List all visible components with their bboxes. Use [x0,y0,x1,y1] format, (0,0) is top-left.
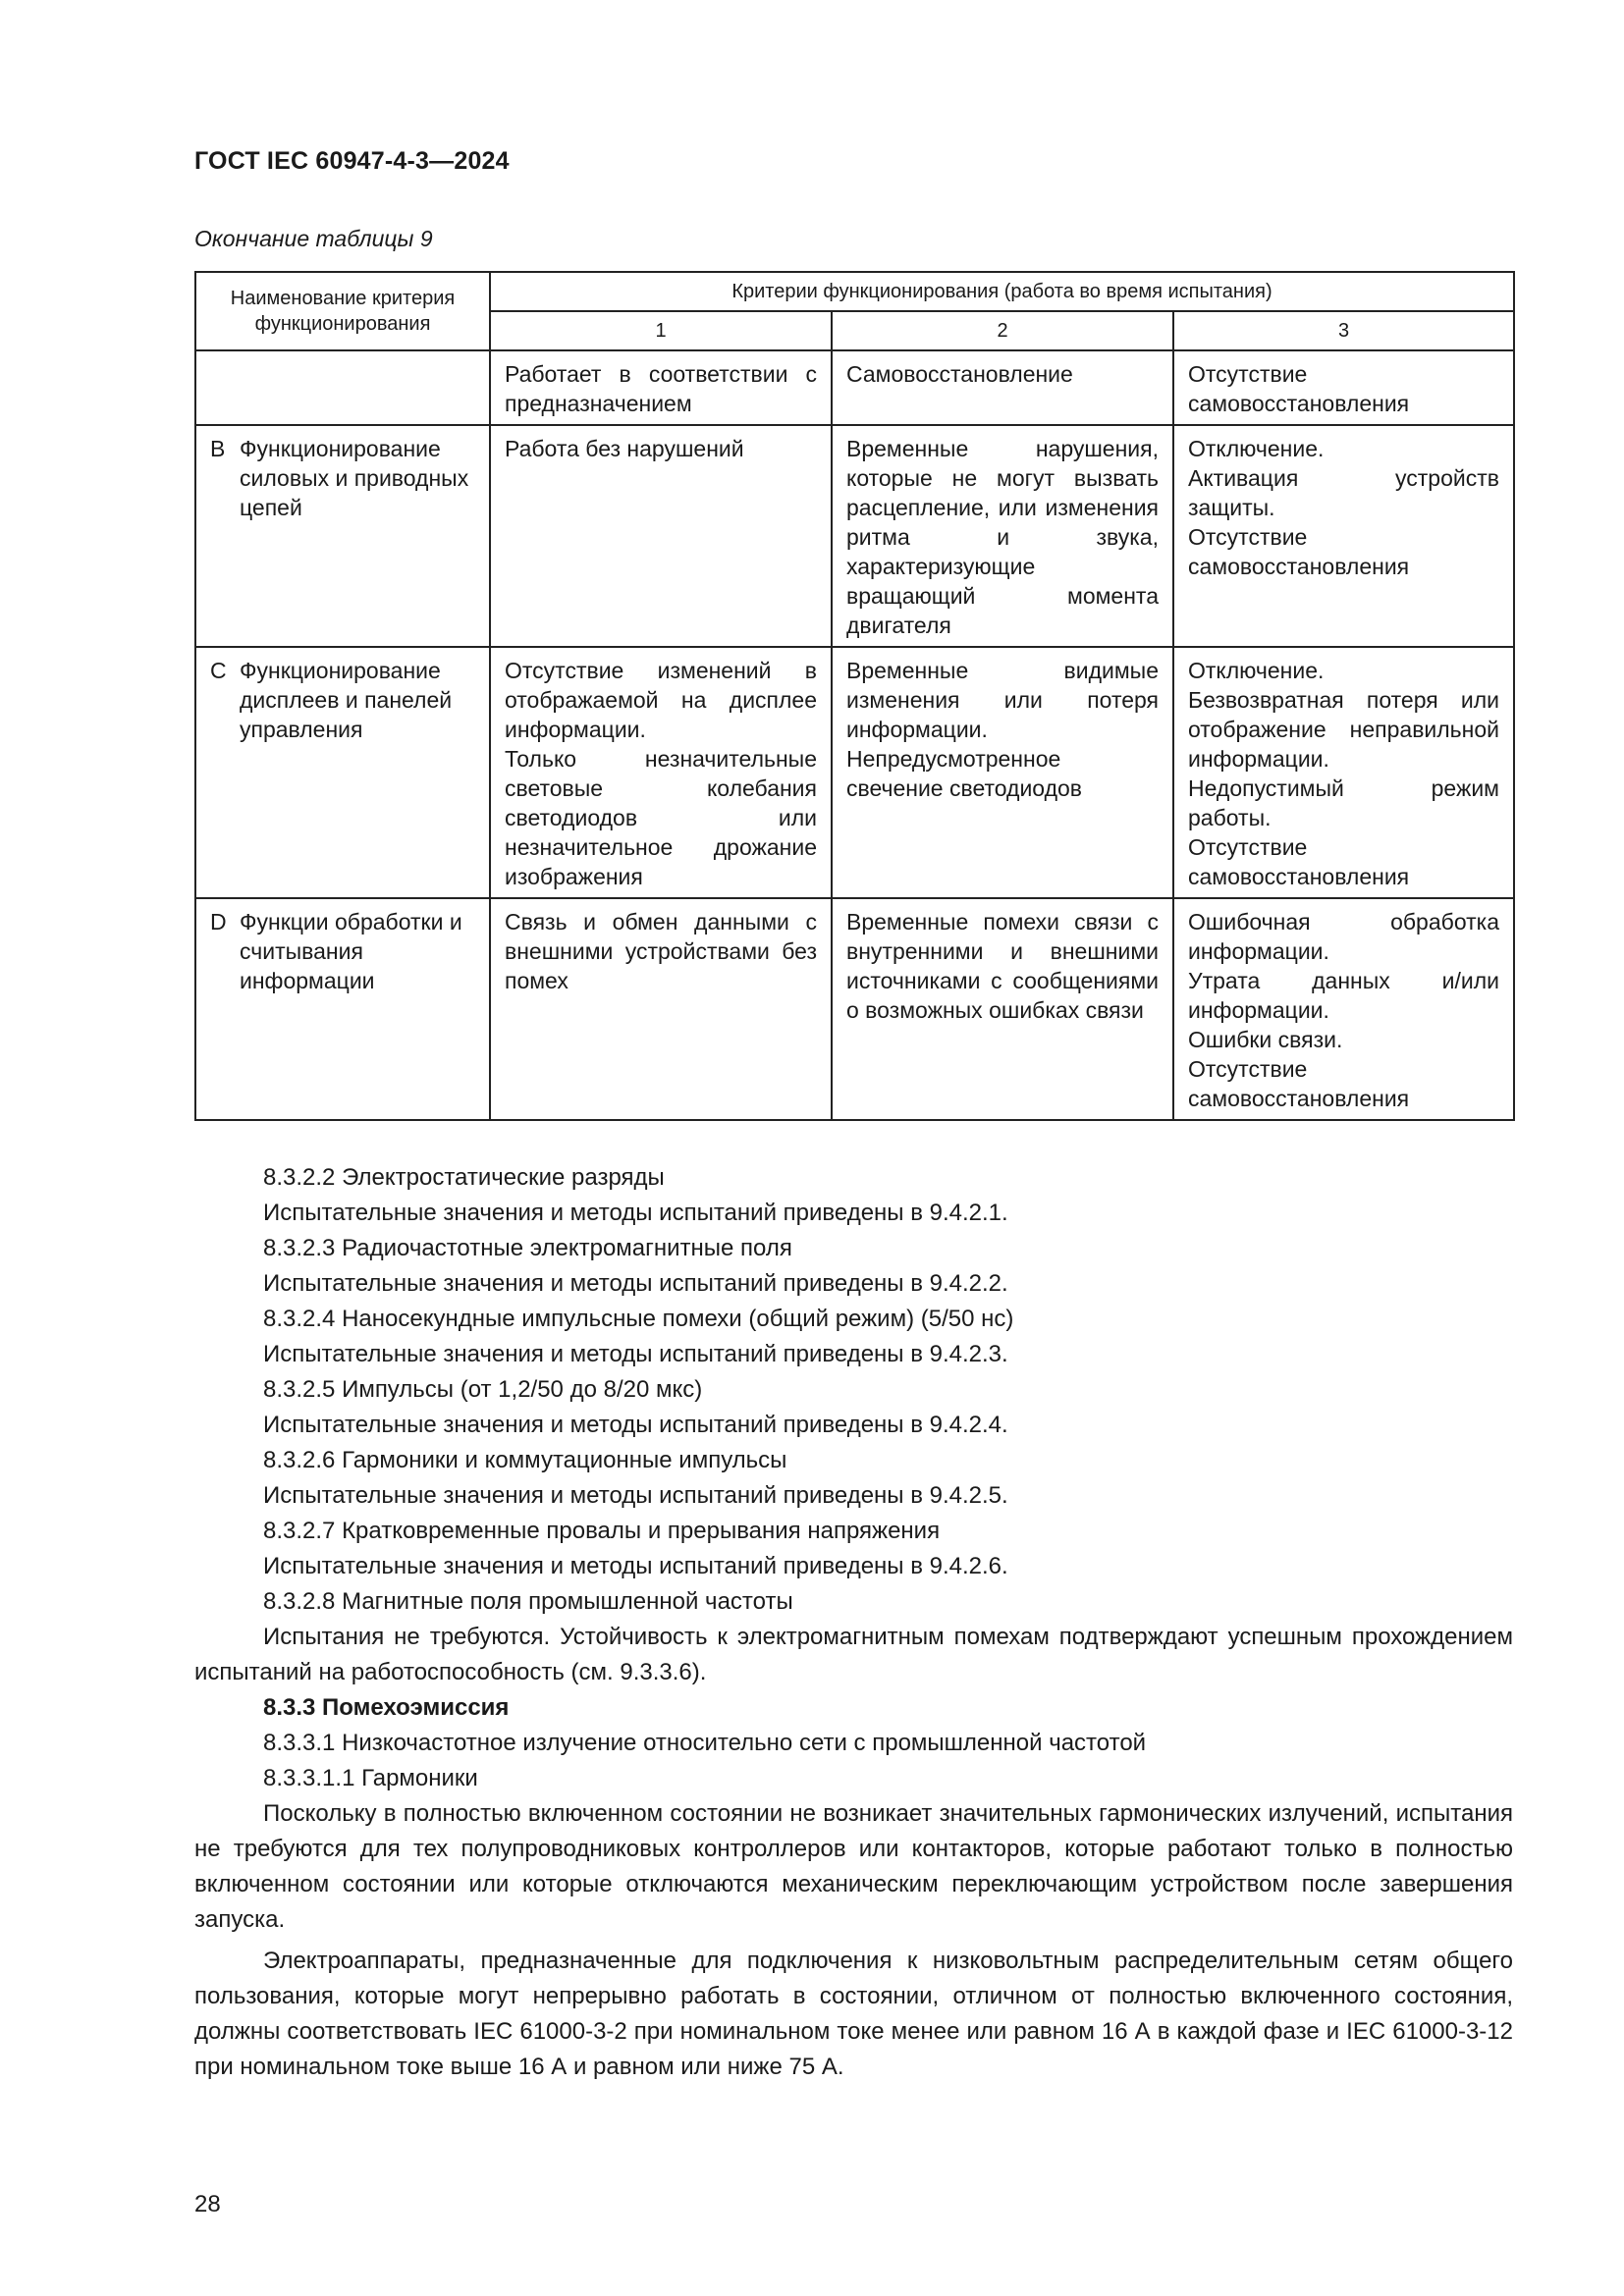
body-text [194,1160,1513,2085]
criterion-level-2-cell: Временные нарушения, которые не могут вызвать расцепление, или изменения ритма и звука, характеризующие вращающий момента двигателя [832,425,1173,647]
body-paragraph: 8.3.2.4 Наносекундные импульсные помехи (общий режим) (5/50 нс) [263,1306,1014,1332]
criterion-code: C [210,658,227,683]
criterion-name-cell [195,425,490,647]
summary-row [195,350,1514,425]
criteria-row [195,647,1514,898]
page-number: 28 [194,2191,221,2217]
body-paragraph: 8.3.2.8 Магнитные поля промышленной частоты [263,1588,793,1615]
criterion-code: D [210,909,227,934]
body-paragraph: 8.3.3.1.1 Гармоники [263,1765,478,1791]
criterion-level-2-cell: Временные видимые изменения или потеря информации. Непредусмотренное свечение светодиодов [832,647,1173,898]
criteria-header: Критерии функционирования (работа во время испытания) [490,272,1514,311]
criterion-level-1-cell: Работа без нарушений [490,425,832,647]
col-number-1: 1 [490,311,832,350]
body-paragraph: Испытательные значения и методы испытаний приведены в 9.4.2.4. [263,1412,1008,1438]
col-number-2: 2 [832,311,1173,350]
criterion-level-3-cell: Ошибочная обработка информации. Утрата данных и/или информации. Ошибки связи. Отсутствие самовосстановления [1173,898,1514,1120]
body-paragraph: Испытательные значения и методы испытаний приведены в 9.4.2.2. [263,1270,1008,1297]
criterion-name-cell [195,898,490,1120]
body-paragraph: 8.3.2.3 Радиочастотные электромагнитные поля [263,1235,792,1261]
criterion-level-1-cell: Отсутствие изменений в отображаемой на дисплее информации. Только незначительные световые колебания светодиодов или незначительное дрожание изображения [490,647,832,898]
body-paragraph: Испытательные значения и методы испытаний приведены в 9.4.2.3. [263,1341,1008,1367]
table-caption: Окончание таблицы 9 [194,226,433,251]
body-paragraph: Испытания не требуются. Устойчивость к электромагнитным помехам подтверждают успешным прохождением испытаний на работоспособность (см. 9.3.3.6). [194,1624,1513,1685]
criterion-name: Функционирование дисплеев и панелей управления [240,658,453,742]
body-paragraph: 8.3.2.5 Импульсы (от 1,2/50 до 8/20 мкс) [263,1376,703,1403]
summary-empty-cell [195,350,490,425]
body-paragraph: Испытательные значения и методы испытаний приведены в 9.4.2.1. [263,1200,1008,1226]
document-header: ГОСТ IEC 60947-4-3—2024 [194,147,510,175]
criteria-row [195,898,1514,1120]
body-paragraph: 8.3.3 Помехоэмиссия [263,1694,510,1721]
body-paragraph: 8.3.2.2 Электростатические разряды [263,1164,665,1191]
criterion-level-1-cell: Связь и обмен данными с внешними устройствами без помех [490,898,832,1120]
criteria-table [194,271,1515,1121]
criterion-level-3-cell: Отключение. Активация устройств защиты. Отсутствие самовосстановления [1173,425,1514,647]
summary-cell-2: Самовосстановление [832,350,1173,425]
body-paragraph: Электроаппараты, предназначенные для подключения к низковольтным распределительным сетям общего пользования, которые могут непрерывно работать в состоянии, отличном от полностью включенного состояния, должны соответствовать IEC 61000-3-2 при номинальном токе менее или равном 16 А в каждой фазе и IEC 61000-3-12 при номинальном токе выше 16 А и равном или ниже 75 А. [194,1948,1513,2080]
body-paragraph: 8.3.2.7 Кратковременные провалы и прерывания напряжения [263,1518,941,1544]
criterion-code: B [210,436,226,461]
criteria-row [195,425,1514,647]
body-paragraph: Испытательные значения и методы испытаний приведены в 9.4.2.6. [263,1553,1008,1579]
body-paragraph: Испытательные значения и методы испытаний приведены в 9.4.2.5. [263,1482,1008,1509]
body-paragraph: 8.3.2.6 Гармоники и коммутационные импульсы [263,1447,787,1473]
name-header: Наименование критерия функционирования [195,272,490,350]
col-number-3: 3 [1173,311,1514,350]
criterion-name: Функционирование силовых и приводных цепей [240,436,469,520]
body-paragraph: Поскольку в полностью включенном состоянии не возникает значительных гармонических излучений, испытания не требуются для тех полупроводниковых контроллеров или контакторов, которые работают только в полностью включенном состоянии или которые отключаются механическим переключающим устройством после завершения запуска. [194,1800,1513,1933]
criterion-level-3-cell: Отключение. Безвозвратная потеря или отображение неправильной информации. Недопустимый режим работы. Отсутствие самовосстановления [1173,647,1514,898]
criterion-name-cell [195,647,490,898]
criterion-level-2-cell: Временные помехи связи с внутренними и внешними источниками с сообщениями о возможных ошибках связи [832,898,1173,1120]
summary-cell-1: Работает в соответствии с предназначением [490,350,832,425]
body-paragraph: 8.3.3.1 Низкочастотное излучение относительно сети с промышленной частотой [263,1730,1147,1756]
criterion-name: Функции обработки и считывания информации [240,909,462,993]
summary-cell-3: Отсутствие самовосстановления [1173,350,1514,425]
